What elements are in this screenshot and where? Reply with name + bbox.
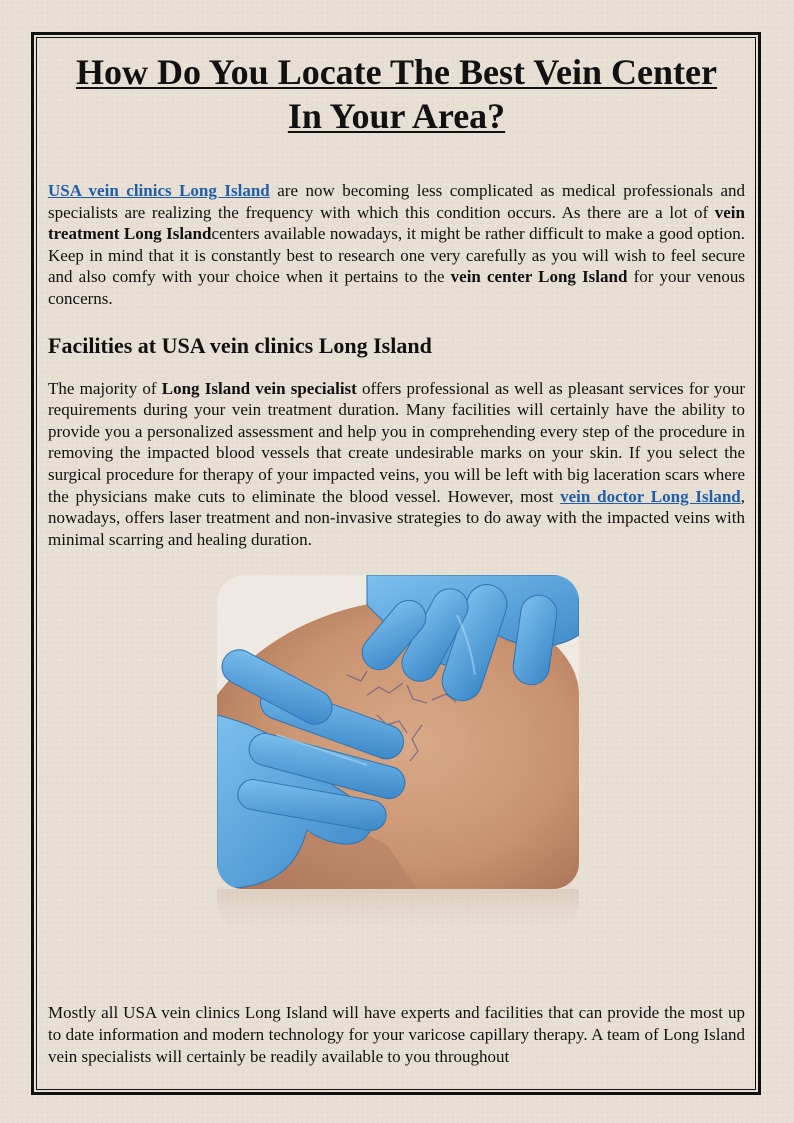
photo-reflection [217,889,579,929]
facilities-text-2: offers professional as well as pleasant services for your requirements during your vein treatment duration. Many facilities will certainly have the ability to provide you a personalized assessment and help you in comprehending every step of the procedure in removing the impacted blood vessels that create undesirable marks on your skin. If you select the surgical procedure for therapy of your impacted veins, you will be left with big laceration scars where the physicians make cuts to eliminate the blood vessel. However, most [48,378,745,506]
facilities-paragraph [48,378,745,551]
intro-paragraph [48,180,745,310]
facilities-text-3: , nowadays, offers laser treatment and non-invasive strategies to do away with the impacted veins with minimal scarring and healing duration. [48,486,746,549]
title-line-1: How Do You Locate The Best Vein Center [76,52,717,92]
vein-exam-photo [217,575,579,889]
section-heading: Facilities at USA vein clinics Long Island [48,332,432,358]
page-title [48,50,745,138]
link-vein-doctor[interactable]: vein doctor Long Island [560,486,741,506]
intro-bold-2: vein center Long Island [450,267,628,287]
intro-text-2: centers available nowadays, it might be rather difficult to make a good option. Keep in mind that it is constantly best to research one very carefully as you will wish to feel secure and also comfy with your choice when it pertains to the [48,224,745,287]
closing-paragraph: Mostly all USA vein clinics Long Island will have experts and facilities that can provide the most up to date information and modern technology for your varicose capillary therapy. A team of Long Island vein specialists will certainly be readily available to you throughout [48,1003,745,1066]
document-content [48,50,745,1067]
intro-text-1: are now becoming less complicated as medical professionals and specialists are realizing the frequency with which this condition occurs. As there are a lot of [48,181,746,222]
facilities-bold-1: Long Island vein specialist [161,378,357,398]
link-usa-vein-clinics[interactable]: USA vein clinics Long Island [48,181,270,200]
gloved-hands-illustration [217,575,579,889]
title-line-2: In Your Area? [287,96,506,136]
intro-text-3: for your venous concerns. [48,267,745,308]
facilities-text-1: The majority of [48,378,162,398]
intro-bold-1: vein treatment Long Island [48,202,745,244]
